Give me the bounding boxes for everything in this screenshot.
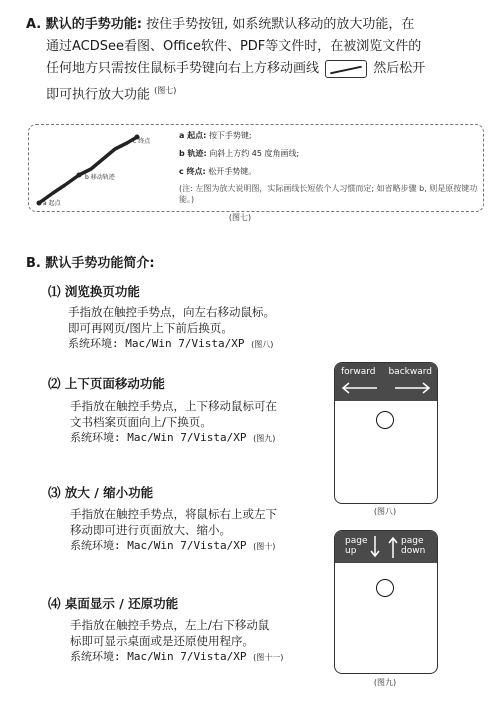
page-up-label: page up [345, 536, 368, 556]
figure-7-caption: (图七) [228, 213, 252, 222]
label-end: c 终点 [133, 138, 151, 145]
item-4-body [70, 617, 283, 666]
item-3-body [70, 506, 277, 555]
gesture-path-illustration [33, 129, 173, 207]
section-a-line4 [46, 80, 486, 106]
backward-label: backward [388, 367, 432, 377]
figure-8-bar [335, 363, 437, 401]
item-1-title: ⑴ 浏览换页功能 [48, 284, 140, 299]
left-right-arrows-icon [339, 381, 433, 395]
section-a-line1 [26, 14, 486, 36]
section-a-line4-text: 即可执行放大功能 [46, 87, 151, 103]
figure-ref-inline: (图七) [154, 86, 177, 95]
figure-9-panel [334, 530, 438, 674]
item-3-line2: 移动即可进行页面放大、缩小。 [70, 523, 231, 537]
item-4-line2: 标即可显示桌面或是还原使用程序。 [70, 634, 254, 648]
figure-7-note: (注: 左图为放大说明图，实际画线长短依个人习惯而定; 如省略步骤 b, 则是原按键功能。) [179, 184, 478, 204]
mouse-stroke-icon [325, 60, 367, 78]
item-2-title: ⑵ 上下页面移动功能 [48, 376, 165, 391]
up-down-arrows-icon [369, 534, 399, 560]
figure-7-box [28, 124, 484, 212]
section-b-heading: B. 默认手势功能简介: [26, 256, 155, 271]
item-3-line1: 手指放在触控手势点，将鼠标右上或左下 [70, 507, 277, 521]
figure-9-bar [335, 531, 437, 563]
touch-point-icon [376, 579, 394, 597]
legend-item-a: a 起点: 按下手势键; [179, 131, 252, 140]
section-a-line2: 通过ACDSee看图、Office软件、PDF等文件时，在被浏览文件的 [46, 39, 422, 54]
item-1-body [68, 304, 275, 353]
item-1-line2: 即可再网页/图片上下前后换页。 [68, 321, 233, 335]
item-1-line1: 手指放在触控手势点，向左右移动鼠标。 [68, 305, 275, 319]
item-4-title: ⑷ 桌面显示 / 还原功能 [48, 596, 179, 611]
touch-point-icon [376, 411, 394, 429]
forward-label: forward [341, 367, 376, 377]
item-2-body [70, 398, 277, 447]
item-4-line1: 手指放在触控手势点，左上/右下移动鼠 [70, 618, 270, 632]
item-2-env: 系统环境: Mac/Win 7/Vista/XP (图九) [70, 431, 276, 444]
item-4-env: 系统环境: Mac/Win 7/Vista/XP (图十一) [70, 650, 284, 663]
gesture-track-point [77, 173, 82, 178]
section-a-line3-end: 然后松开 [373, 61, 426, 76]
item-2-line2: 文书档案页面向上/下换页。 [70, 415, 212, 429]
legend-item-b: b 轨迹: 向斜上方约 45 度角画线; [179, 149, 300, 158]
section-a-heading: A. 默认的手势功能: [26, 17, 142, 32]
figure-8-caption: (图八) [373, 507, 397, 516]
section-a-line3 [46, 58, 486, 80]
label-start: a 起点 [43, 200, 61, 207]
page-down-label: page down [401, 536, 426, 556]
section-a-text1: 按住手势按钮, 如系统默认移动的放大功能，在 [146, 17, 415, 32]
gesture-start-point [37, 201, 42, 206]
gesture-path-line [39, 137, 137, 203]
figure-7-legend [179, 127, 479, 205]
label-track: b 移动轨迹 [85, 174, 115, 181]
item-2-line1: 手指放在触控手势点，上下移动鼠标可在 [70, 399, 277, 413]
legend-item-c: c 终点: 松开手势键。 [179, 167, 257, 176]
figure-9-caption: (图九) [373, 678, 397, 687]
item-3-env: 系统环境: Mac/Win 7/Vista/XP (图十) [70, 539, 276, 552]
section-a-line3-text: 任何地方只需按住鼠标手势键向右上方移动画线 [46, 61, 320, 76]
figure-8-panel [334, 362, 438, 504]
item-3-title: ⑶ 放大 / 缩小功能 [48, 485, 154, 500]
item-1-env: 系统环境: Mac/Win 7/Vista/XP (图八) [68, 337, 274, 350]
